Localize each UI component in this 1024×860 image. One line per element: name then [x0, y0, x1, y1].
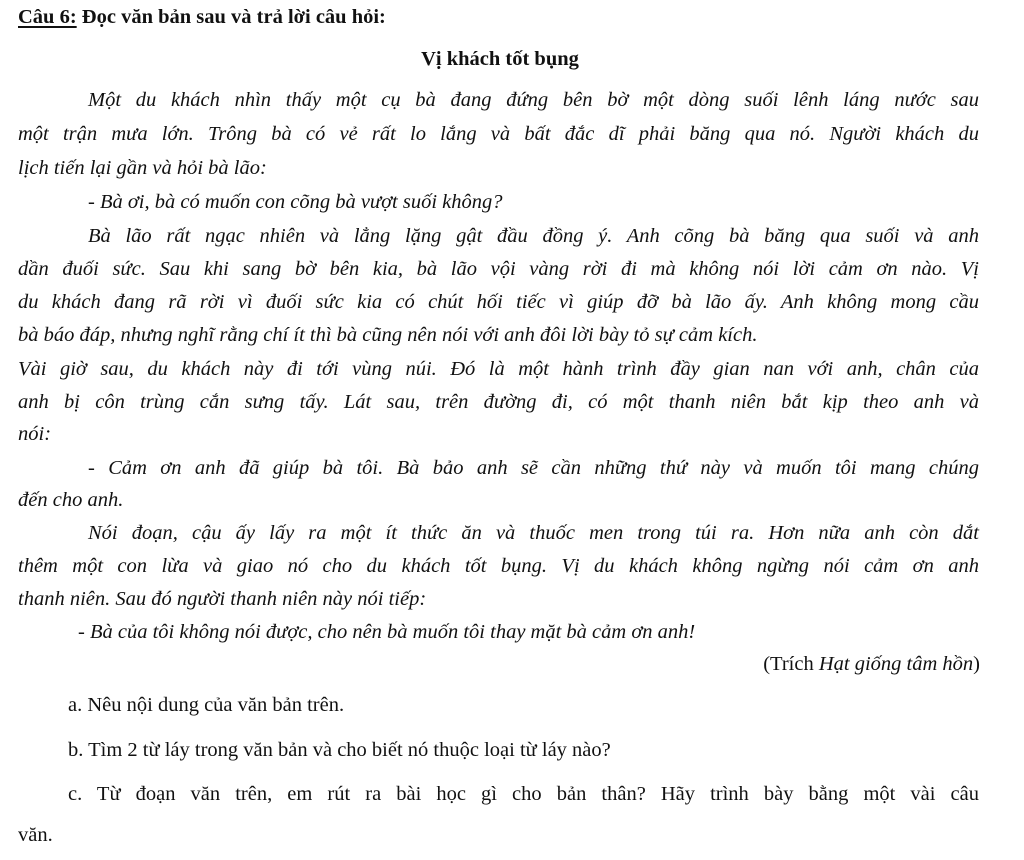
passage-line: Bà lão rất ngạc nhiên và lẳng lặng gật đầu đồng ý. Anh cõng bà băng qua suối và anh — [88, 225, 979, 247]
source-book-title: Hạt giống tâm hồn — [818, 653, 974, 675]
question-instruction: Đọc văn bản sau và trả lời câu hỏi: — [76, 6, 386, 28]
passage-line: dần đuối sức. Sau khi sang bờ bên kia, bà lão vội vàng rời đi mà không nói lời cảm ơn nào. Vị — [18, 258, 979, 280]
question-heading — [18, 4, 386, 30]
passage-line: đến cho anh. — [18, 489, 124, 511]
passage-line: - Cảm ơn anh đã giúp bà tôi. Bà bảo anh sẽ cần những thứ này và muốn tôi mang chúng — [88, 457, 979, 479]
passage-line: anh bị côn trùng cắn sưng tấy. Lát sau, trên đường đi, có một thanh niên bắt kịp theo anh và — [18, 391, 979, 413]
passage-line: một trận mưa lớn. Trông bà có vẻ rất lo lắng và bất đắc dĩ phải băng qua nó. Người khách du — [18, 123, 979, 145]
passage-line: du khách đang rã rời vì đuối sức kia có chút hối tiếc vì giúp đỡ bà lão ấy. Anh không mong cầu — [18, 291, 979, 313]
question-number: Câu 6: — [18, 6, 77, 28]
source-prefix: (Trích — [763, 653, 819, 675]
passage-line: bà báo đáp, nhưng nghĩ rằng chí ít thì bà cũng nên nói với anh đôi lời bày tỏ sự cảm kích. — [18, 324, 758, 346]
question-item-a: a. Nêu nội dung của văn bản trên. — [68, 694, 345, 716]
passage-line: lịch tiến lại gần và hỏi bà lão: — [18, 157, 267, 179]
source-suffix: ) — [973, 653, 980, 675]
question-item-c-continued: văn. — [18, 824, 53, 846]
passage-line: Nói đoạn, cậu ấy lấy ra một ít thức ăn và thuốc men trong túi ra. Hơn nữa anh còn dắt — [88, 522, 979, 544]
passage-line: Vài giờ sau, du khách này đi tới vùng núi. Đó là một hành trình đầy gian nan với anh, chân của — [18, 358, 979, 380]
passage-line: - Bà ơi, bà có muốn con cõng bà vượt suối không? — [88, 191, 503, 213]
question-item-b: b. Tìm 2 từ láy trong văn bản và cho biết nó thuộc loại từ láy nào? — [68, 739, 611, 761]
passage-line: thanh niên. Sau đó người thanh niên này nói tiếp: — [18, 588, 427, 610]
passage-title: Vị khách tốt bụng — [421, 48, 579, 70]
source-citation — [763, 651, 980, 677]
question-item-c: c. Từ đoạn văn trên, em rút ra bài học gì cho bản thân? Hãy trình bày bằng một vài câu — [68, 783, 979, 805]
passage-line: - Bà của tôi không nói được, cho nên bà muốn tôi thay mặt bà cảm ơn anh! — [78, 621, 696, 643]
passage-line: Một du khách nhìn thấy một cụ bà đang đứng bên bờ một dòng suối lênh láng nước sau — [88, 89, 979, 111]
passage-line: nói: — [18, 423, 52, 445]
passage-line: thêm một con lừa và giao nó cho du khách tốt bụng. Vị du khách không ngừng nói cảm ơn anh — [18, 555, 979, 577]
